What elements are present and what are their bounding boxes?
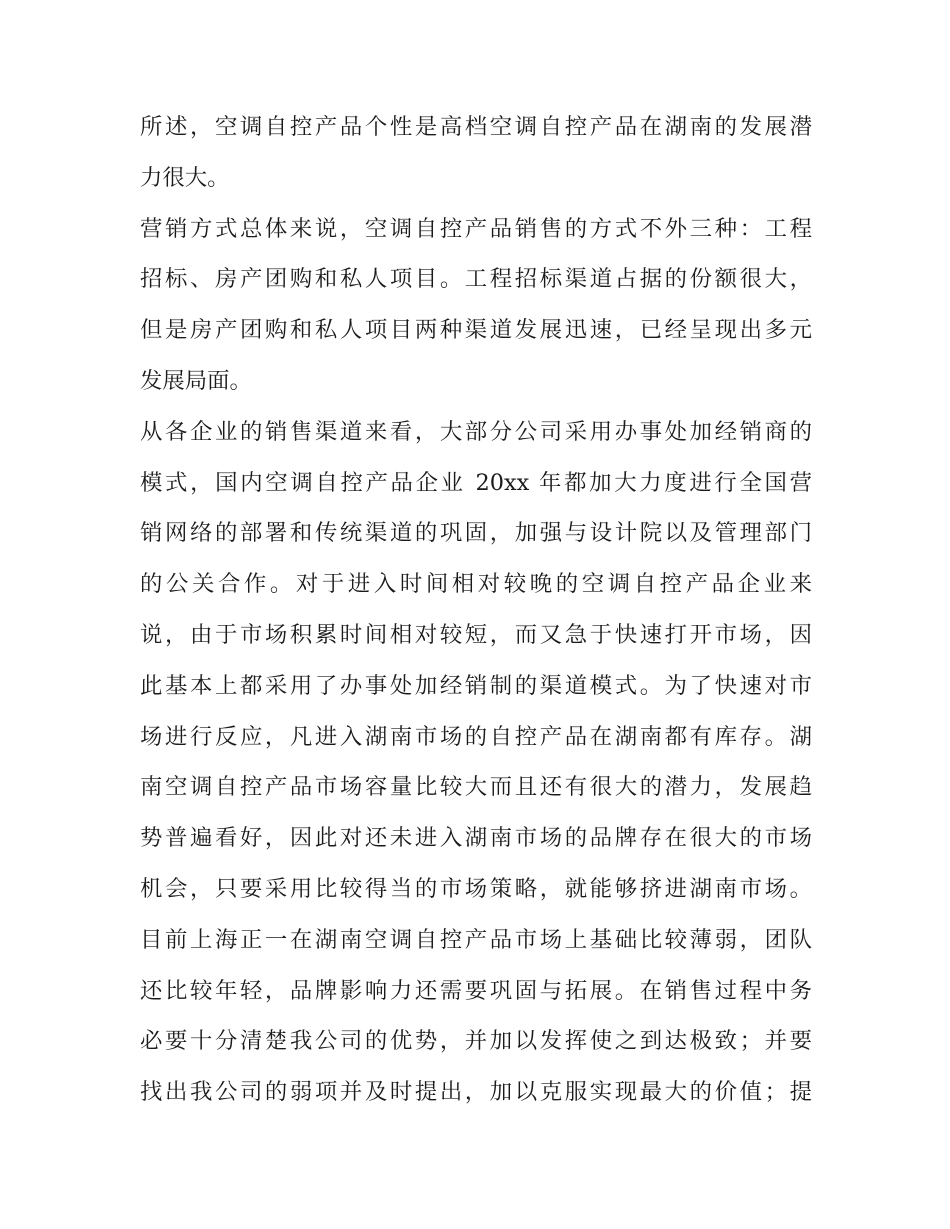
text-line: 目前上海正一在湖南空调自控产品市场上基础比较薄弱，团队: [140, 926, 812, 953]
text-line: 发展局面。: [140, 367, 252, 394]
text-line: 力很大。: [140, 164, 230, 191]
text-line: 说，由于市场积累时间相对较短，而又急于快速打开市场，因: [140, 621, 812, 648]
text-line: 销网络的部署和传统渠道的巩固，加强与设计院以及管理部门: [140, 520, 812, 547]
text-line: 还比较年轻，品牌影响力还需要巩固与拓展。在销售过程中务: [140, 977, 812, 1004]
text-line: 招标、房产团购和私人项目。工程招标渠道占据的份额很大，: [140, 266, 812, 293]
text-line: 此基本上都采用了办事处加经销制的渠道模式。为了快速对市: [140, 672, 812, 699]
document-page: [140, 102, 812, 1118]
text-line: 找出我公司的弱项并及时提出，加以克服实现最大的价值；提: [140, 1079, 812, 1106]
text-line: 场进行反应，凡进入湖南市场的自控产品在湖南都有库存。湖: [140, 723, 812, 750]
text-line: 模式，国内空调自控产品企业 20xx 年都加大力度进行全国营: [140, 469, 812, 496]
text-line: 的公关合作。对于进入时间相对较晚的空调自控产品企业来: [140, 571, 812, 598]
text-line: 势普遍看好，因此对还未进入湖南市场的品牌存在很大的市场: [140, 825, 812, 852]
text-line: 从各企业的销售渠道来看，大部分公司采用办事处加经销商的: [140, 418, 812, 445]
text-line: 机会，只要采用比较得当的市场策略，就能够挤进湖南市场。: [140, 875, 812, 902]
text-line: 南空调自控产品市场容量比较大而且还有很大的潜力，发展趋: [140, 774, 812, 801]
text-line: 必要十分清楚我公司的优势，并加以发挥使之到达极致；并要: [140, 1028, 812, 1055]
text-line: 所述，空调自控产品个性是高档空调自控产品在湖南的发展潜: [140, 114, 812, 140]
text-line: 但是房产团购和私人项目两种渠道发展迅速，已经呈现出多元: [140, 317, 812, 344]
text-line: 营销方式总体来说，空调自控产品销售的方式不外三种：工程: [140, 215, 812, 242]
